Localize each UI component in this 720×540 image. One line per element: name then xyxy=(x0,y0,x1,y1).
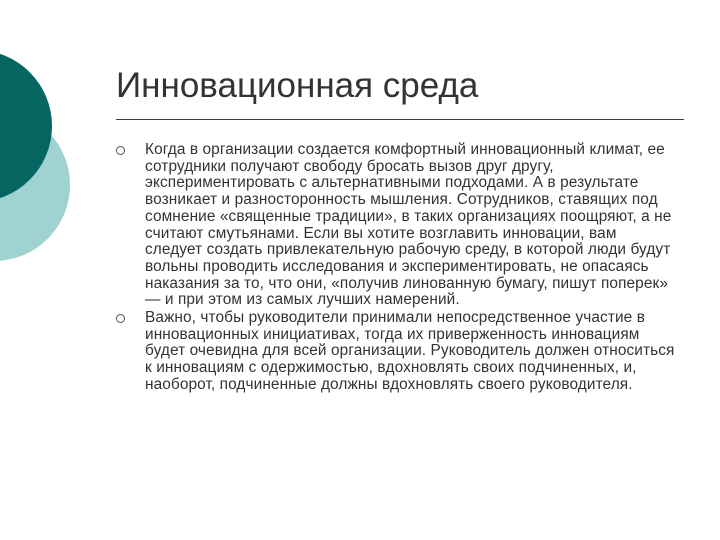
bullet-text: Важно, чтобы руководители принимали непосредственное участие в инновационных инициативах, тогда их приверженность инновациям будет очевидна для всей организации. Руководитель должен относиться к инновациям с одержимостью, вдохновлять своих подчиненных, и, наоборот, подчиненные должны вдохновлять своего руководителя. xyxy=(145,309,675,393)
ring-bullet-icon xyxy=(116,146,125,155)
decorative-circles xyxy=(0,0,120,300)
bullet-list xyxy=(116,142,676,395)
ring-bullet-icon xyxy=(116,314,125,323)
bullet-item xyxy=(116,310,676,394)
bullet-text: Когда в организации создается комфортный инновационный климат, ее сотрудники получают свободу бросать вызов друг другу, экспериментировать с альтернативными подходами. А в результате возникает и разносторонность мышления. Сотрудников, ставящих под сомнение «священные традиции», в таких организациях поощряют, а не считают смутьянами. Если вы хотите возглавить инновации, вам следует создать привлекательную рабочую среду, в которой люди будут вольны проводить исследования и экспериментировать, не опасаясь наказания за то, что они, «получив линованную бумагу, пишут поперек» — и при этом из самых лучших намерений. xyxy=(145,141,672,309)
bullet-item xyxy=(116,142,676,309)
slide-title: Инновационная среда xyxy=(116,66,479,105)
title-divider xyxy=(116,119,684,120)
